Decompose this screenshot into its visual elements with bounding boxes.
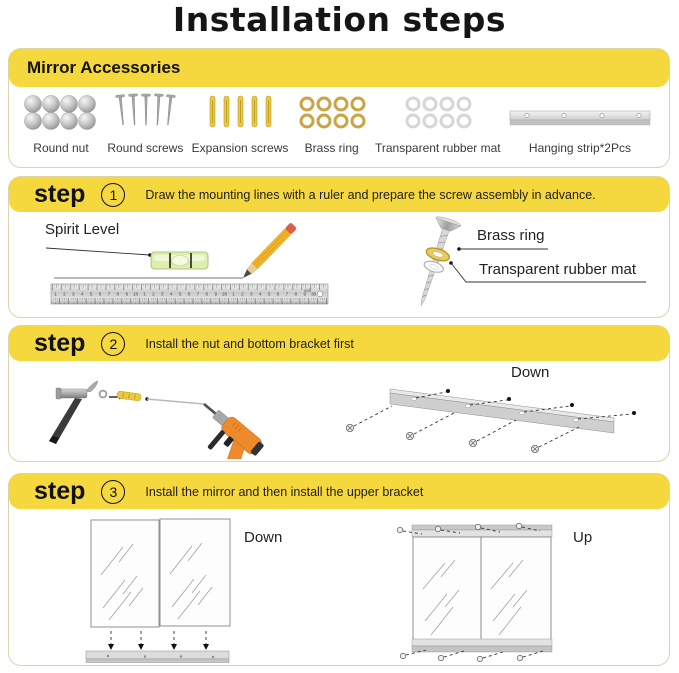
step2-header-band [9, 326, 669, 361]
svg-text:9: 9 [214, 291, 217, 297]
nut-ring-icon [100, 391, 107, 398]
svg-text:7: 7 [285, 291, 289, 297]
spirit-level-icon [151, 252, 208, 269]
pencil-icon [240, 223, 297, 281]
accessory-label: Round nut [33, 141, 89, 155]
svg-text:9: 9 [303, 291, 306, 297]
step3-number-badge: 3 [101, 480, 125, 504]
accessory-label: Transparent rubber mat [375, 141, 501, 155]
accessory-item-round-nut [23, 94, 99, 155]
step3-up-label: Up [573, 529, 593, 546]
expansion-screws-icon [204, 93, 276, 136]
svg-text:6: 6 [187, 291, 191, 297]
rubber-mat-icon [403, 95, 473, 136]
svg-text:8: 8 [116, 291, 120, 297]
upper-bracket-illustration [386, 511, 671, 663]
accessories-header: Mirror Accessories [27, 58, 181, 77]
hammer-icon [49, 381, 98, 444]
step1-description: Draw the mounting lines with a ruler and prepare the screw assembly in advance. [145, 187, 596, 202]
accessory-label: Hanging strip*2Pcs [528, 141, 631, 155]
step2-description: Install the nut and bottom bracket first [145, 336, 354, 351]
svg-text:5: 5 [267, 291, 271, 297]
step3-label: step [34, 477, 86, 505]
svg-text:1: 1 [54, 291, 57, 297]
accessory-label: Brass ring [304, 141, 359, 155]
connector-line [145, 397, 204, 404]
mirror-panels [91, 519, 230, 627]
svg-text:1: 1 [232, 291, 235, 297]
svg-text:4: 4 [80, 291, 84, 297]
accessories-row [9, 87, 669, 167]
brass-ring-leader-line [457, 247, 548, 251]
step2-down-label: Down [511, 364, 550, 381]
svg-text:8: 8 [294, 291, 298, 297]
round-screws-icon [112, 91, 178, 136]
svg-text:2: 2 [152, 291, 155, 297]
spirit-level-leader-line [46, 248, 152, 257]
marking-tools-illustration [21, 213, 366, 315]
svg-text:8: 8 [205, 291, 209, 297]
round-nut-icon [23, 94, 99, 136]
svg-text:2: 2 [63, 291, 66, 297]
svg-text:6: 6 [276, 291, 280, 297]
expansion-anchor-icon [117, 391, 142, 401]
ruler-brand: deli [304, 288, 312, 293]
screw-assembly-illustration [396, 211, 664, 315]
bottom-bracket-illustration [336, 361, 661, 456]
accessory-item-brass-ring [297, 95, 367, 155]
step1-label: step [34, 180, 86, 208]
accessories-header-band [9, 49, 669, 87]
accessory-label: Round screws [107, 141, 184, 155]
svg-text:3: 3 [250, 291, 253, 297]
bottom-strip [86, 651, 229, 663]
svg-text:4: 4 [169, 291, 173, 297]
hanging-strip-icon [509, 107, 651, 136]
ruler-illustration [51, 284, 328, 304]
accessory-item-hanging-strip [509, 107, 651, 155]
brass-ring-icon [297, 95, 367, 136]
down-arrows [108, 631, 209, 650]
bracket-strip [390, 389, 614, 433]
svg-text:6: 6 [98, 291, 102, 297]
rubber-mat-leader-line [449, 261, 646, 282]
step2-box [8, 325, 670, 462]
accessory-item-rubber-mat [375, 95, 501, 155]
svg-text:7: 7 [107, 291, 111, 297]
svg-text:2: 2 [241, 291, 244, 297]
drill-icon [182, 397, 266, 459]
svg-text:3: 3 [72, 291, 75, 297]
spirit-level-label: Spirit Level [45, 221, 120, 238]
svg-text:3: 3 [161, 291, 164, 297]
step3-down-label: Down [244, 529, 283, 546]
accessory-item-expansion-screws [192, 93, 289, 155]
svg-text:5: 5 [89, 291, 93, 297]
rubber-mat-label: Transparent rubber mat [479, 261, 637, 278]
top-bracket [412, 525, 552, 537]
mirror-panels-installed [413, 537, 551, 641]
accessory-label: Expansion screws [191, 141, 289, 155]
svg-text:7: 7 [196, 291, 200, 297]
step2-number-badge: 2 [101, 332, 125, 356]
svg-text:9: 9 [125, 291, 128, 297]
screw-icon [409, 215, 462, 310]
step1-number-badge: 1 [101, 183, 125, 207]
step1-header-band [9, 177, 669, 212]
svg-text:10: 10 [133, 291, 139, 297]
svg-text:1: 1 [143, 291, 146, 297]
bottom-bracket [412, 639, 552, 652]
step3-description: Install the mirror and then install the upper bracket [145, 484, 424, 499]
accessories-box [8, 48, 670, 168]
svg-text:5: 5 [178, 291, 182, 297]
brass-ring-label: Brass ring [477, 227, 545, 244]
tools-illustration [23, 364, 323, 459]
step2-label: step [34, 329, 86, 357]
svg-text:4: 4 [258, 291, 262, 297]
step3-box [8, 473, 670, 666]
svg-text:20: 20 [222, 291, 228, 297]
mirror-lowering-illustration [23, 511, 353, 663]
step1-box [8, 176, 670, 318]
accessory-item-round-screws [107, 91, 183, 155]
page-title: Installation steps [172, 0, 507, 39]
svg-text:30: 30 [311, 291, 317, 297]
step3-header-band [9, 474, 669, 509]
